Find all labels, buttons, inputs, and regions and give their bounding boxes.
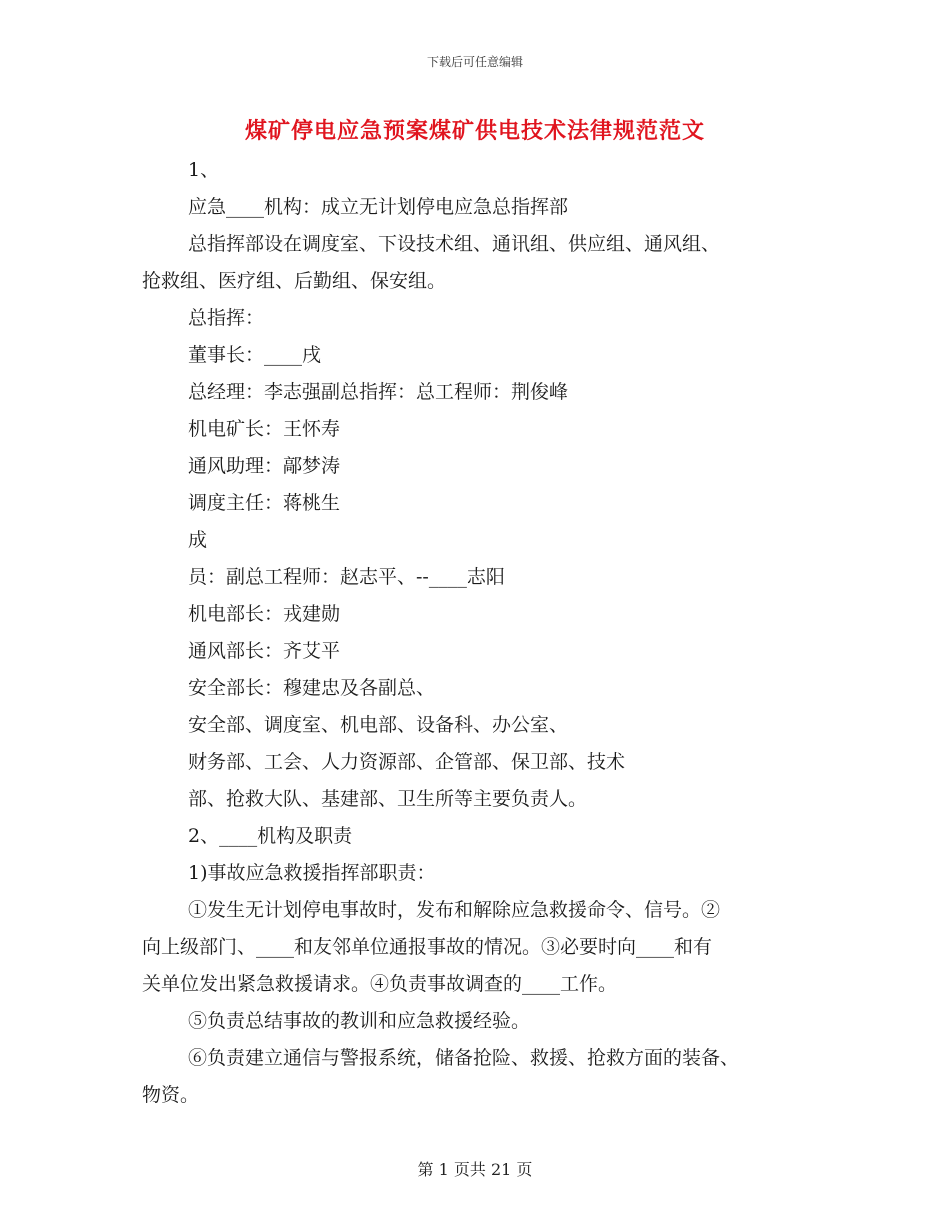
text-line: ⑤负责总结事故的教训和应急救援经验。	[188, 1010, 531, 1032]
text-line: 应急____机构：成立无计划停电应急总指挥部	[188, 196, 569, 218]
text-line: 总经理：李志强副总指挥：总工程师：荆俊峰	[188, 381, 569, 403]
text-line: 1)事故应急救援指挥部职责：	[188, 862, 436, 884]
text-line: 成	[188, 529, 208, 551]
text-line: 抢救组、医疗组、后勤组、保安组。	[142, 270, 447, 292]
text-line: 总指挥：	[188, 307, 265, 329]
text-line: 2、____机构及职责	[188, 825, 353, 847]
text-line: 通风部长：齐艾平	[188, 640, 341, 662]
text-line: 物资。	[142, 1084, 200, 1106]
text-line: 1、	[188, 159, 220, 181]
text-line: 关单位发出紧急救援请求。④负责事故调查的____工作。	[142, 973, 618, 995]
header-note: 下载后可任意编辑	[426, 55, 523, 69]
text-line: 部、抢救大队、基建部、卫生所等主要负责人。	[188, 788, 588, 810]
text-line: ①发生无计划停电事故时，发布和解除应急救援命令、信号。②	[188, 899, 721, 921]
text-line: 机电矿长：王怀寿	[188, 418, 341, 440]
text-line: 安全部长：穆建忠及各副总、	[188, 677, 436, 699]
text-line: 财务部、工会、人力资源部、企管部、保卫部、技术	[188, 751, 626, 773]
text-line: 机电部长：戎建勋	[188, 603, 341, 625]
text-line: 调度主任：蒋桃生	[188, 492, 341, 514]
text-line: 总指挥部设在调度室、下设技术组、通讯组、供应组、通风组、	[188, 233, 721, 255]
text-line: 向上级部门、____和友邻单位通报事故的情况。③必要时向____和有	[142, 936, 713, 958]
text-line: 安全部、调度室、机电部、设备科、办公室、	[188, 714, 569, 736]
page-footer: 第 1 页共 21 页	[417, 1160, 533, 1179]
text-line: 员：副总工程师：赵志平、--____志阳	[188, 566, 505, 588]
document-title: 煤矿停电应急预案煤矿供电技术法律规范范文	[244, 118, 705, 144]
text-line: 通风助理：鄗梦涛	[188, 455, 341, 477]
text-line: 董事长：____戌	[188, 344, 322, 366]
text-line: ⑥负责建立通信与警报系统，储备抢险、救援、抢救方面的装备、	[188, 1047, 740, 1069]
document-body	[142, 152, 822, 1114]
